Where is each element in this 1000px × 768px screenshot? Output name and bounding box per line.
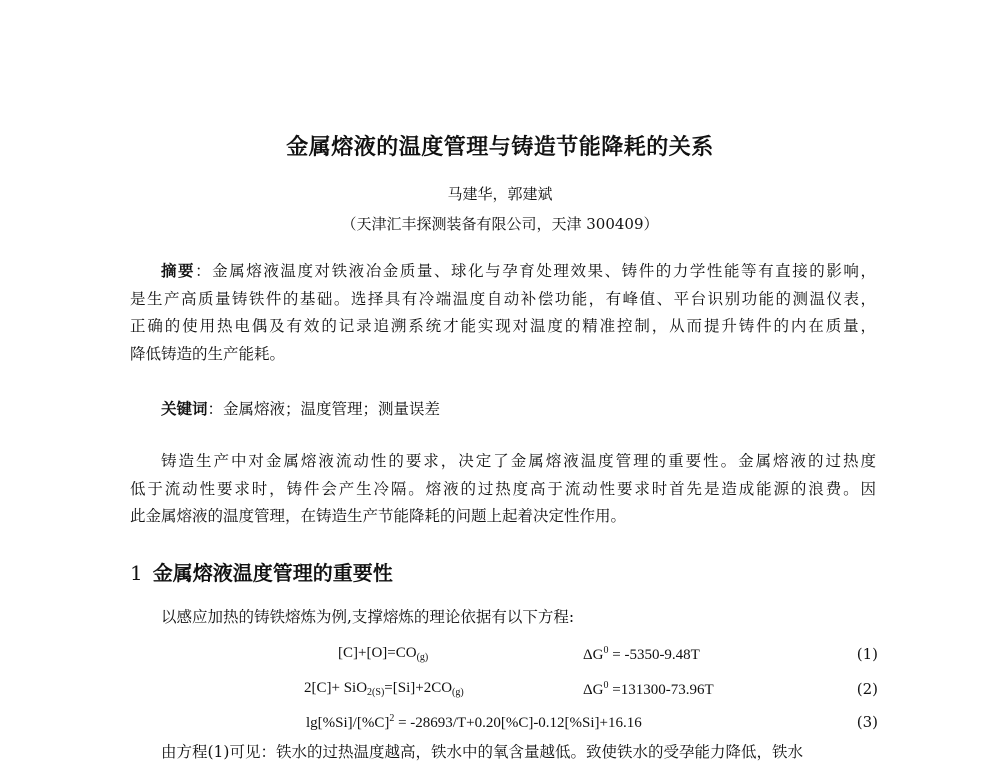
equation-2-rhs: $\Delta G^0 =131300-73.96T$ — [583, 680, 714, 698]
abstract-line: 是生产高质量铸铁件的基础。选择具有冷端温度自动补偿功能，有峰值、平台识别功能的测温仪表， — [130, 289, 876, 308]
paper-title: 金属熔液的温度管理与铸造节能降耗的关系 — [286, 135, 714, 160]
keywords-text: ：金属熔液；温度管理；测量误差 — [207, 400, 441, 418]
abstract — [130, 258, 876, 368]
body-paragraph — [130, 448, 876, 531]
abstract-line: 降低铸造的生产能耗。 — [130, 344, 286, 363]
paragraph-line: 由方程(1)可见：铁水的过热温度越高，铁水中的氧含量越低。致使铁水的受孕能力降低，铁水 — [161, 743, 803, 761]
abstract-line: 摘要：金属熔液温度对铁液冶金质量、球化与孕育处理效果、铸件的力学性能等有直接的影响， — [161, 262, 876, 280]
section-number: 1 — [130, 561, 143, 585]
keywords-label: 关键词 — [161, 400, 208, 418]
section-heading — [130, 557, 393, 586]
equation-1-lhs: $[C]+[O]=CO_{(g)}$ — [338, 645, 429, 663]
abstract-label: 摘要 — [161, 262, 196, 280]
keywords — [161, 397, 440, 419]
abstract-line: 正确的使用热电偶及有效的记录追溯系统才能实现对温度的精准控制，从而提升铸件的内在质量， — [130, 317, 876, 335]
equation-2-number: (2) — [856, 680, 878, 698]
equation-3: $\lg[\%Si]/[\%C]^2 = -28693/T+0.20[\%C]-0.12[\%Si]+16.16$ — [306, 713, 642, 731]
section-title: 金属熔液温度管理的重要性 — [152, 561, 393, 585]
equation-1-rhs: $\Delta G^0 = -5350-9.48T$ — [583, 645, 700, 663]
equation-3-number: (3) — [856, 713, 878, 731]
affiliation: （天津汇丰探测装备有限公司，天津 300409） — [341, 215, 659, 233]
paragraph-line: 此金属熔液的温度管理，在铸造生产节能降耗的问题上起着决定性作用。 — [130, 507, 627, 525]
paragraph-line: 铸造生产中对金属熔液流动性的要求，决定了金属熔液温度管理的重要性。金属熔液的过热度 — [161, 452, 876, 470]
equation-2-lhs: $2[C]+ SiO_{2(S)}=[Si]+2CO_{(g)}$ — [304, 680, 464, 698]
paragraph-line: 低于流动性要求时，铸件会产生冷隔。熔液的过热度高于流动性要求时首先是造成能源的浪费。因 — [130, 479, 876, 498]
section-intro: 以感应加热的铸铁熔炼为例,支撑熔炼的理论依据有以下方程: — [161, 608, 575, 626]
equation-1-number: (1) — [856, 645, 878, 663]
authors: 马建华，郭建斌 — [447, 185, 553, 203]
